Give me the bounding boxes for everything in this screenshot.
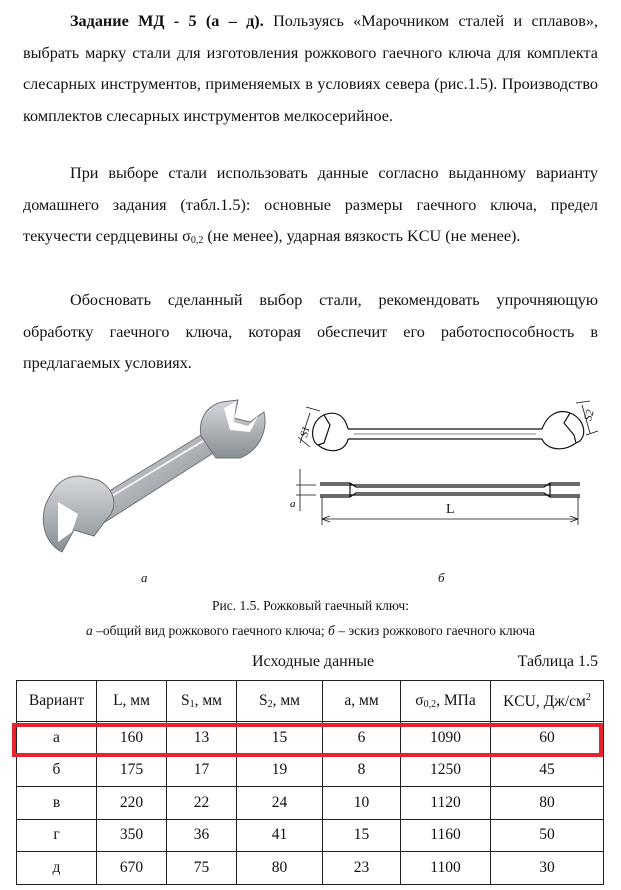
table-row: [17, 787, 604, 820]
selected-variant-highlight: [12, 723, 603, 757]
task-paragraph-1: [23, 6, 598, 132]
sketch-label-s2: S2: [582, 408, 597, 423]
table-cell: 41: [237, 819, 323, 852]
figure-label-a: а: [141, 570, 148, 585]
table-cell: 1120: [401, 787, 491, 820]
table-cell: 30: [491, 852, 604, 885]
table-cell: 10: [323, 787, 401, 820]
caption-a: а: [85, 623, 93, 638]
table-cell: г: [17, 819, 97, 852]
caption-b: б: [328, 623, 335, 638]
task-heading: Задание МД - 5 (а – д).: [70, 12, 264, 30]
table-cell: 24: [237, 787, 323, 820]
table-title: Исходные данные: [252, 653, 375, 670]
task-paragraph-2-text: При выборе стали использовать данные согласно выданному варианту домашнего задания (табл.1.5): основные размеры гаечного ключа, предел текучести сердцевины σ: [23, 164, 598, 245]
header-a: a, мм: [323, 681, 401, 722]
sketch-label-L: L: [446, 502, 455, 517]
table-cell: 1100: [401, 852, 491, 885]
table-cell: 670: [97, 852, 167, 885]
sketch-side-view: [320, 483, 580, 497]
caption-mid: –общий вид рожкового гаечного ключа;: [92, 623, 329, 638]
table-cell: б: [17, 754, 97, 787]
header-s2: $S_2$, мм: [237, 681, 323, 722]
table-cell: 350: [97, 819, 167, 852]
header-kcu: KCU, $Дж/см^2$: [491, 681, 604, 722]
table-cell: 80: [491, 787, 604, 820]
caption-end: – эскиз рожкового гаечного ключа: [334, 623, 536, 638]
table-cell: 13: [167, 722, 237, 755]
table-cell: а: [17, 722, 97, 755]
table-row: [17, 754, 604, 787]
task-paragraph-2-end: (не менее), ударная вязкость KCU (не менее).: [203, 227, 521, 245]
sketch-a-dimension: [296, 469, 316, 511]
wrench-body: [43, 400, 265, 552]
header-s1: $S_1$, мм: [167, 681, 237, 722]
table-cell: 80: [237, 852, 323, 885]
figure-caption-legend: [0, 623, 621, 639]
table-cell: 36: [167, 819, 237, 852]
table-cell: 15: [323, 819, 401, 852]
table-cell: 60: [491, 722, 604, 755]
task-paragraph-2: [23, 158, 598, 257]
table-cell: 45: [491, 754, 604, 787]
task-paragraph-3-text: Обосновать сделанный выбор стали, рекомендовать упрочняющую обработку гаечного ключа, которая обеспечит его работоспособность в предлагаемых условиях.: [23, 291, 598, 372]
table-cell: 8: [323, 754, 401, 787]
task-paragraph-1-text: Пользуясь «Марочником сталей и сплавов», выбрать марку стали для изготовления рожкового гаечного ключа для комплекта слесарных инструментов, применяемых в условиях севера (рис.1.5). Производство комплектов слесарных инструментов мелкосерийное.: [23, 12, 598, 125]
table-cell: 1160: [401, 819, 491, 852]
table-cell: в: [17, 787, 97, 820]
sigma-subscript: 0,2: [190, 235, 204, 246]
table-cell: д: [17, 852, 97, 885]
header-variant: Вариант: [17, 681, 97, 722]
table-cell: 19: [237, 754, 323, 787]
wrench-photo: [28, 392, 273, 567]
task-paragraph-3: [23, 285, 598, 380]
figure-caption: Рис. 1.5. Рожковый гаечный ключ:: [212, 598, 409, 613]
table-cell: 1250: [401, 754, 491, 787]
table-cell: 1090: [401, 722, 491, 755]
sketch-label-a: a: [290, 498, 296, 510]
table-row: [17, 819, 604, 852]
table-cell: 175: [97, 754, 167, 787]
table-cell: 17: [167, 754, 237, 787]
table-cell: 75: [167, 852, 237, 885]
table-row: [17, 852, 604, 885]
sketch-label-s1: S1: [298, 424, 313, 439]
table-cell: 15: [237, 722, 323, 755]
table-cell: 6: [323, 722, 401, 755]
figure-label-b: б: [438, 570, 445, 585]
header-L: L, мм: [97, 681, 167, 722]
table-cell: 160: [97, 722, 167, 755]
table-number: Таблица 1.5: [517, 653, 598, 670]
table-cell: 220: [97, 787, 167, 820]
initial-data-table: [16, 680, 604, 885]
header-sigma: $\sigma_{0,2}$, МПа: [401, 681, 491, 722]
wrench-sketch: [290, 393, 610, 533]
table-cell: 23: [323, 852, 401, 885]
sketch-top-view: [313, 412, 584, 451]
table-cell: 50: [491, 819, 604, 852]
table-cell: 22: [167, 787, 237, 820]
table-header-row: [17, 681, 604, 722]
